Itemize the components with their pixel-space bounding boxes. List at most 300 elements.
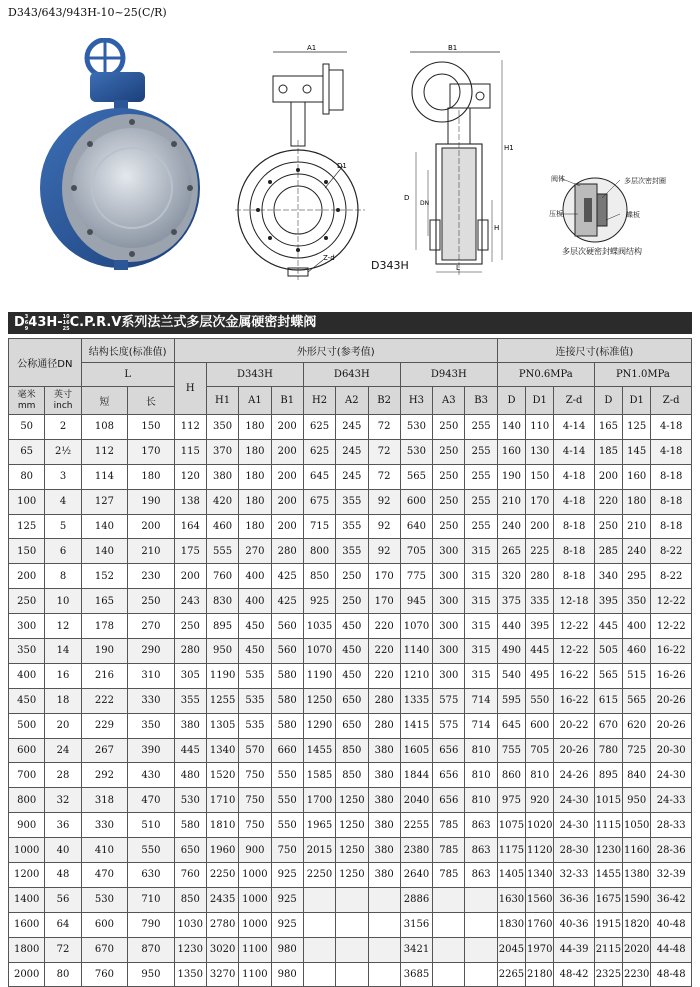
- table-cell: 255: [465, 415, 497, 440]
- table-row: [9, 464, 692, 489]
- header-mm: 毫米 mm: [9, 387, 45, 415]
- table-cell: 28: [45, 763, 81, 788]
- table-cell: 36-42: [651, 887, 692, 912]
- table-cell: 185: [594, 439, 622, 464]
- table-cell: 152: [81, 564, 127, 589]
- subheader-cell: H2: [303, 387, 335, 415]
- table-cell: 460: [623, 639, 651, 664]
- table-cell: 245: [336, 464, 368, 489]
- table-cell: 180: [239, 489, 271, 514]
- table-cell: 72: [368, 439, 400, 464]
- table-cell: 1070: [303, 639, 335, 664]
- table-cell: 950: [128, 962, 174, 987]
- table-cell: 450: [9, 688, 45, 713]
- table-cell: 50: [9, 415, 45, 440]
- table-cell: 1070: [400, 614, 432, 639]
- table-cell: 420: [206, 489, 238, 514]
- table-cell: 6: [45, 539, 81, 564]
- subheader-cell: A2: [336, 387, 368, 415]
- table-cell: 3421: [400, 937, 432, 962]
- table-cell: 210: [497, 489, 525, 514]
- table-cell: 670: [594, 713, 622, 738]
- table-cell: 210: [128, 539, 174, 564]
- table-cell: 650: [336, 713, 368, 738]
- front-view-drawing: [225, 40, 375, 280]
- table-cell: 255: [465, 514, 497, 539]
- table-cell: 980: [271, 962, 303, 987]
- table-cell: 395: [526, 614, 554, 639]
- table-cell: 340: [594, 564, 622, 589]
- table-row: [9, 663, 692, 688]
- table-cell: 24: [45, 738, 81, 763]
- subheader-cell: B2: [368, 387, 400, 415]
- table-cell: [303, 887, 335, 912]
- table-cell: 945: [400, 589, 432, 614]
- table-cell: 705: [526, 738, 554, 763]
- table-cell: 170: [368, 564, 400, 589]
- table-cell: 315: [465, 564, 497, 589]
- table-cell: 840: [623, 763, 651, 788]
- table-cell: 400: [623, 614, 651, 639]
- table-cell: 355: [336, 489, 368, 514]
- table-cell: 370: [206, 439, 238, 464]
- model-range-title: D343/643/943H-10~25(C/R): [8, 6, 167, 19]
- table-cell: 220: [594, 489, 622, 514]
- table-cell: 125: [623, 415, 651, 440]
- header-length: 结构长度(标准值): [81, 339, 174, 363]
- table-row: [9, 912, 692, 937]
- table-cell: 810: [465, 788, 497, 813]
- header-d643h: D643H: [303, 363, 400, 387]
- table-cell: 790: [128, 912, 174, 937]
- subheader-cell: H1: [206, 387, 238, 415]
- subheader-cell: D1: [623, 387, 651, 415]
- table-cell: 32: [45, 788, 81, 813]
- table-cell: 700: [9, 763, 45, 788]
- table-cell: 4-14: [554, 439, 594, 464]
- table-cell: 300: [433, 614, 465, 639]
- table-cell: 3: [45, 464, 81, 489]
- table-cell: 1415: [400, 713, 432, 738]
- table-cell: 127: [81, 489, 127, 514]
- table-cell: 220: [368, 663, 400, 688]
- table-cell: 925: [271, 863, 303, 888]
- table-cell: 575: [433, 688, 465, 713]
- table-cell: 72: [45, 937, 81, 962]
- table-cell: 1335: [400, 688, 432, 713]
- table-cell: 1120: [526, 838, 554, 863]
- table-row: [9, 688, 692, 713]
- table-cell: 425: [271, 564, 303, 589]
- table-cell: 160: [623, 464, 651, 489]
- table-cell: 490: [497, 639, 525, 664]
- header-short: 短: [81, 387, 127, 415]
- table-cell: 229: [81, 713, 127, 738]
- table-cell: 1340: [526, 863, 554, 888]
- table-cell: 380: [368, 863, 400, 888]
- table-cell: 350: [128, 713, 174, 738]
- table-cell: 580: [271, 713, 303, 738]
- table-cell: 20-26: [651, 713, 692, 738]
- table-cell: 1160: [623, 838, 651, 863]
- table-cell: 560: [271, 639, 303, 664]
- table-cell: 830: [206, 589, 238, 614]
- table-cell: 535: [239, 688, 271, 713]
- table-cell: 16-22: [554, 663, 594, 688]
- table-cell: 300: [9, 614, 45, 639]
- table-cell: 140: [81, 539, 127, 564]
- table-cell: 1250: [303, 688, 335, 713]
- dim-d1-label: D1: [337, 162, 347, 170]
- table-cell: 530: [400, 415, 432, 440]
- table-cell: 4-18: [554, 464, 594, 489]
- table-cell: 108: [81, 415, 127, 440]
- table-cell: 170: [526, 489, 554, 514]
- table-cell: 3685: [400, 962, 432, 987]
- table-cell: 20-26: [554, 738, 594, 763]
- table-cell: 16: [45, 663, 81, 688]
- subheader-cell: B1: [271, 387, 303, 415]
- table-cell: 28-30: [554, 838, 594, 863]
- table-cell: 48: [45, 863, 81, 888]
- table-cell: 305: [174, 663, 206, 688]
- table-cell: 2020: [623, 937, 651, 962]
- table-cell: 64: [45, 912, 81, 937]
- table-cell: 1210: [400, 663, 432, 688]
- table-cell: 1000: [239, 863, 271, 888]
- table-cell: 164: [174, 514, 206, 539]
- table-cell: 535: [239, 713, 271, 738]
- table-cell: [336, 887, 368, 912]
- table-cell: 530: [174, 788, 206, 813]
- table-cell: 975: [497, 788, 525, 813]
- table-cell: 1000: [9, 838, 45, 863]
- table-cell: 950: [623, 788, 651, 813]
- table-cell: 450: [239, 614, 271, 639]
- table-cell: 12-22: [554, 639, 594, 664]
- table-cell: 1230: [594, 838, 622, 863]
- table-cell: 2435: [206, 887, 238, 912]
- table-cell: 850: [303, 564, 335, 589]
- table-cell: 3020: [206, 937, 238, 962]
- table-cell: 80: [9, 464, 45, 489]
- spec-table: [8, 338, 692, 987]
- table-cell: 165: [594, 415, 622, 440]
- table-cell: 250: [433, 415, 465, 440]
- table-cell: 255: [465, 489, 497, 514]
- table-cell: 32-33: [554, 863, 594, 888]
- table-cell: 24-30: [554, 788, 594, 813]
- table-cell: 250: [433, 514, 465, 539]
- table-cell: 1230: [174, 937, 206, 962]
- subheader-cell: A3: [433, 387, 465, 415]
- table-cell: 72: [368, 464, 400, 489]
- table-cell: 180: [239, 514, 271, 539]
- table-cell: 1600: [9, 912, 45, 937]
- table-cell: 12-22: [554, 614, 594, 639]
- table-cell: 1175: [497, 838, 525, 863]
- table-cell: 315: [465, 614, 497, 639]
- table-cell: 112: [81, 439, 127, 464]
- table-cell: 1405: [497, 863, 525, 888]
- table-cell: 656: [433, 763, 465, 788]
- table-cell: 180: [239, 439, 271, 464]
- table-cell: 565: [623, 688, 651, 713]
- table-cell: [303, 912, 335, 937]
- table-cell: 445: [594, 614, 622, 639]
- table-cell: 240: [497, 514, 525, 539]
- table-cell: 18: [45, 688, 81, 713]
- table-cell: 292: [81, 763, 127, 788]
- table-cell: 900: [9, 813, 45, 838]
- table-cell: 645: [497, 713, 525, 738]
- table-cell: [465, 962, 497, 987]
- table-cell: 785: [433, 863, 465, 888]
- table-cell: 810: [465, 763, 497, 788]
- table-cell: 200: [271, 464, 303, 489]
- table-cell: 440: [497, 614, 525, 639]
- table-cell: 395: [594, 589, 622, 614]
- dim-h1-label: H1: [504, 144, 514, 152]
- table-cell: 80: [45, 962, 81, 987]
- table-cell: 1250: [336, 838, 368, 863]
- table-cell: 495: [526, 663, 554, 688]
- table-cell: 265: [497, 539, 525, 564]
- table-cell: 300: [433, 663, 465, 688]
- table-cell: 1710: [206, 788, 238, 813]
- table-cell: 2230: [623, 962, 651, 987]
- table-cell: 145: [623, 439, 651, 464]
- table-cell: 760: [174, 863, 206, 888]
- table-cell: 450: [336, 639, 368, 664]
- table-cell: 760: [81, 962, 127, 987]
- table-cell: 180: [128, 464, 174, 489]
- table-cell: 24-30: [554, 813, 594, 838]
- table-cell: 850: [336, 763, 368, 788]
- table-cell: 28-36: [651, 838, 692, 863]
- table-cell: 750: [271, 838, 303, 863]
- table-cell: 380: [368, 788, 400, 813]
- table-cell: 280: [174, 639, 206, 664]
- table-row: [9, 415, 692, 440]
- table-cell: [433, 887, 465, 912]
- table-cell: 640: [400, 514, 432, 539]
- table-cell: 92: [368, 514, 400, 539]
- table-cell: 245: [336, 439, 368, 464]
- table-cell: 8-18: [554, 539, 594, 564]
- table-cell: 430: [128, 763, 174, 788]
- table-cell: 550: [271, 788, 303, 813]
- table-cell: 1190: [206, 663, 238, 688]
- table-cell: 675: [303, 489, 335, 514]
- table-cell: 250: [128, 589, 174, 614]
- table-cell: 130: [526, 439, 554, 464]
- table-cell: 150: [526, 464, 554, 489]
- table-cell: 860: [497, 763, 525, 788]
- table-cell: 28-33: [651, 813, 692, 838]
- table-cell: 267: [81, 738, 127, 763]
- table-cell: 470: [81, 863, 127, 888]
- table-cell: 2½: [45, 439, 81, 464]
- table-cell: 280: [368, 713, 400, 738]
- table-cell: 318: [81, 788, 127, 813]
- subheader-cell: Z-d: [651, 387, 692, 415]
- table-cell: 190: [81, 639, 127, 664]
- table-cell: 115: [174, 439, 206, 464]
- table-row: [9, 937, 692, 962]
- table-cell: 1305: [206, 713, 238, 738]
- table-cell: 240: [623, 539, 651, 564]
- table-cell: 8: [45, 564, 81, 589]
- subheader-cell: D: [497, 387, 525, 415]
- label-butterfly-plate: 蝶板: [626, 211, 640, 219]
- table-cell: 245: [336, 415, 368, 440]
- table-cell: 1000: [239, 887, 271, 912]
- table-cell: 2250: [206, 863, 238, 888]
- table-cell: 330: [81, 813, 127, 838]
- table-cell: 290: [128, 639, 174, 664]
- table-cell: 870: [128, 937, 174, 962]
- table-cell: 65: [9, 439, 45, 464]
- header-d943h: D943H: [400, 363, 497, 387]
- table-cell: 1035: [303, 614, 335, 639]
- table-cell: 650: [174, 838, 206, 863]
- table-cell: 300: [433, 539, 465, 564]
- dim-zd-label: Z-d: [323, 254, 335, 262]
- series-title-text: C.P.R.V系列法兰式多层次金属硬密封蝶阀: [69, 315, 317, 330]
- table-cell: 1700: [303, 788, 335, 813]
- table-cell: 355: [174, 688, 206, 713]
- table-cell: 200: [174, 564, 206, 589]
- table-cell: 92: [368, 539, 400, 564]
- table-cell: 92: [368, 489, 400, 514]
- table-cell: 8-22: [651, 564, 692, 589]
- table-cell: 630: [128, 863, 174, 888]
- table-cell: 2040: [400, 788, 432, 813]
- table-cell: 530: [81, 887, 127, 912]
- table-cell: 850: [336, 738, 368, 763]
- table-cell: 210: [623, 514, 651, 539]
- table-cell: 200: [128, 514, 174, 539]
- table-cell: 595: [497, 688, 525, 713]
- table-cell: 180: [239, 464, 271, 489]
- table-cell: 925: [271, 912, 303, 937]
- table-cell: 36-36: [554, 887, 594, 912]
- table-cell: 450: [336, 663, 368, 688]
- table-cell: 315: [465, 639, 497, 664]
- table-cell: 160: [497, 439, 525, 464]
- table-cell: 2015: [303, 838, 335, 863]
- front-view-caption: D343H: [371, 259, 409, 272]
- table-cell: 900: [239, 838, 271, 863]
- table-cell: 112: [174, 415, 206, 440]
- table-cell: 355: [336, 514, 368, 539]
- table-cell: 250: [594, 514, 622, 539]
- table-cell: 48-48: [651, 962, 692, 987]
- table-cell: 310: [128, 663, 174, 688]
- table-cell: 8-22: [651, 539, 692, 564]
- table-cell: 1100: [239, 962, 271, 987]
- table-cell: 1250: [336, 863, 368, 888]
- table-cell: 2255: [400, 813, 432, 838]
- table-cell: 190: [128, 489, 174, 514]
- label-multilayer-seal: 多层次密封圈: [624, 177, 666, 185]
- table-cell: 222: [81, 688, 127, 713]
- table-cell: 1015: [594, 788, 622, 813]
- table-cell: 600: [400, 489, 432, 514]
- table-cell: 1675: [594, 887, 622, 912]
- table-cell: 1020: [526, 813, 554, 838]
- table-cell: 895: [594, 763, 622, 788]
- table-cell: 16-22: [651, 639, 692, 664]
- table-cell: 280: [368, 688, 400, 713]
- table-cell: 863: [465, 838, 497, 863]
- table-cell: 715: [303, 514, 335, 539]
- header-inch: 英寸 inch: [45, 387, 81, 415]
- table-row: [9, 838, 692, 863]
- table-cell: 2380: [400, 838, 432, 863]
- table-cell: 216: [81, 663, 127, 688]
- table-cell: 925: [271, 887, 303, 912]
- header-nominal: 公称通径DN: [9, 339, 82, 387]
- table-cell: 560: [271, 614, 303, 639]
- table-cell: 863: [465, 813, 497, 838]
- table-cell: 170: [128, 439, 174, 464]
- table-cell: 480: [174, 763, 206, 788]
- table-cell: 980: [271, 937, 303, 962]
- table-cell: 20: [45, 713, 81, 738]
- table-row: [9, 514, 692, 539]
- table-cell: [336, 937, 368, 962]
- table-row: [9, 439, 692, 464]
- table-cell: 250: [433, 464, 465, 489]
- table-cell: 714: [465, 713, 497, 738]
- table-cell: 24-30: [651, 763, 692, 788]
- table-cell: 16-26: [651, 663, 692, 688]
- table-cell: 56: [45, 887, 81, 912]
- table-cell: 1970: [526, 937, 554, 962]
- table-cell: 750: [239, 763, 271, 788]
- table-cell: 565: [594, 663, 622, 688]
- table-cell: 1960: [206, 838, 238, 863]
- table-cell: 243: [174, 589, 206, 614]
- header-connection: 连接尺寸(标准值): [497, 339, 691, 363]
- table-cell: 1075: [497, 813, 525, 838]
- table-cell: 1190: [303, 663, 335, 688]
- table-cell: 250: [336, 589, 368, 614]
- table-cell: 375: [497, 589, 525, 614]
- table-cell: 550: [128, 838, 174, 863]
- table-cell: 100: [9, 489, 45, 514]
- table-cell: [433, 962, 465, 987]
- table-cell: 555: [206, 539, 238, 564]
- table-cell: 425: [271, 589, 303, 614]
- table-cell: 1830: [497, 912, 525, 937]
- series-title-banner: D 3 6 9 43H- 10 16 25 C.P.R.V系列法兰式多层次金属硬密封蝶阀: [8, 312, 692, 334]
- table-cell: 380: [206, 464, 238, 489]
- table-cell: 8-18: [554, 514, 594, 539]
- table-cell: 8-18: [651, 489, 692, 514]
- table-cell: 250: [433, 439, 465, 464]
- side-view-drawing: [390, 40, 520, 280]
- table-cell: 863: [465, 863, 497, 888]
- table-cell: 1760: [526, 912, 554, 937]
- table-cell: 180: [239, 415, 271, 440]
- table-cell: 32-39: [651, 863, 692, 888]
- table-cell: 170: [368, 589, 400, 614]
- table-row: [9, 962, 692, 987]
- table-cell: 280: [271, 539, 303, 564]
